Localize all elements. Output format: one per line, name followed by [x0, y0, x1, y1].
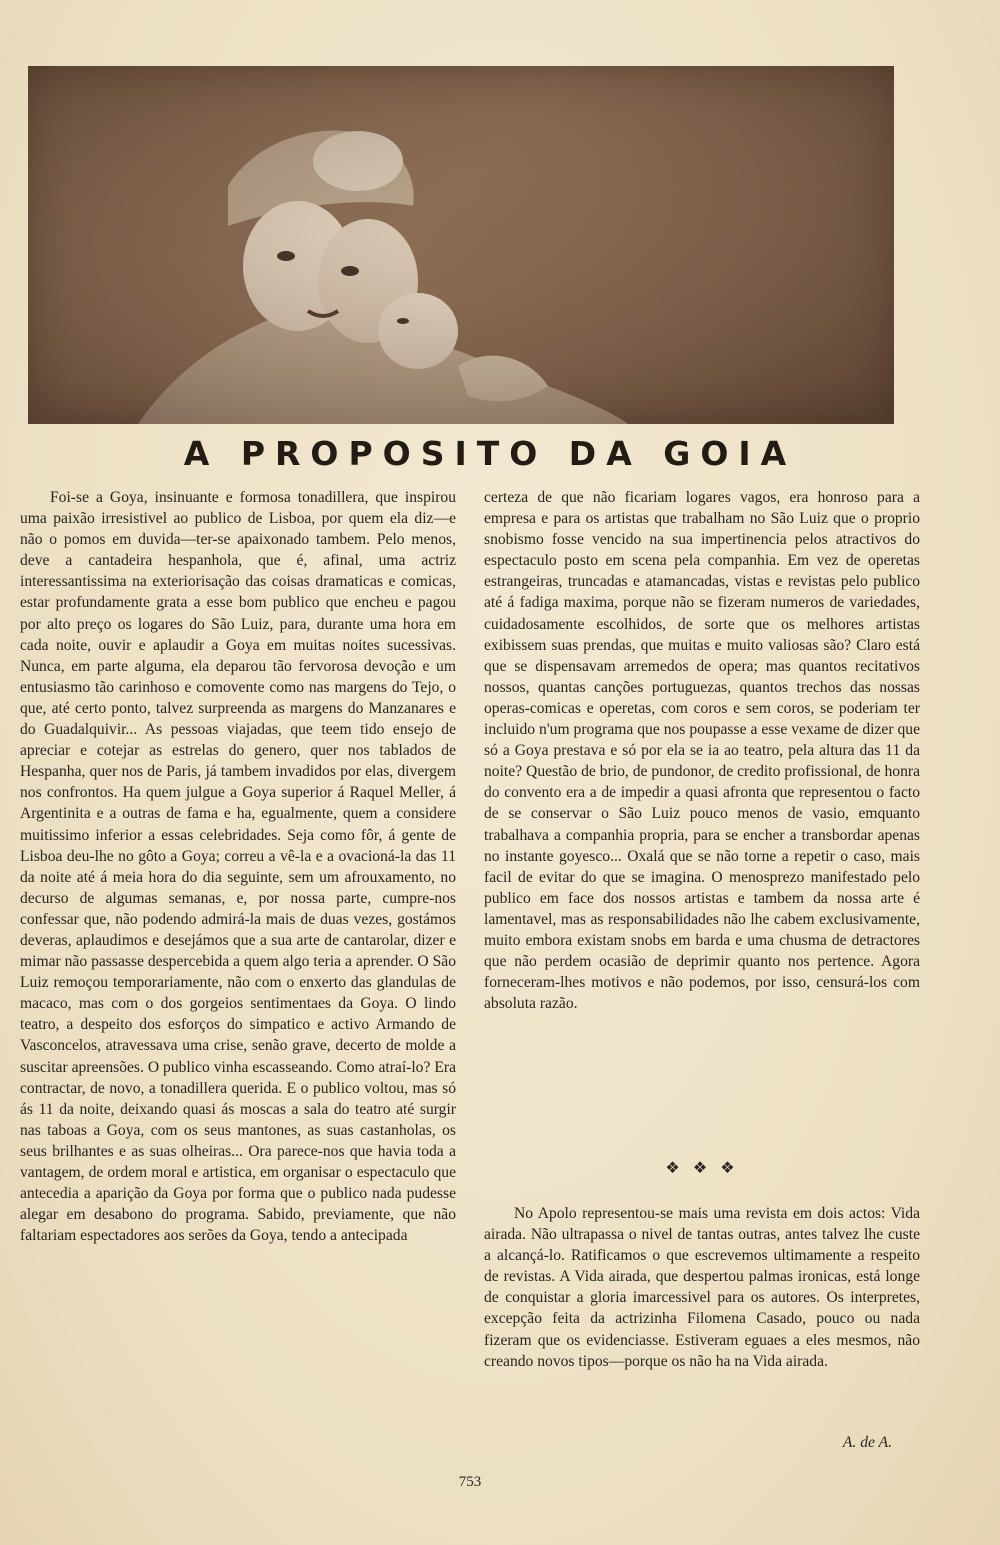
right-column: [484, 487, 920, 1014]
portrait-illustration: [28, 66, 894, 424]
section-separator: ❖ ❖ ❖: [665, 1158, 739, 1177]
left-paragraph: Foi-se a Goya, insinuante e formosa tonadillera, que inspirou uma paixão irresistivel ao publico de Lisboa, por quem ela diz—e não o pomos em duvida—ter-se apaixonado tambem. Pelo menos, deve a cantadeira hespanhola, que é, afinal, uma actriz interessantissima na exteriorisação das coisas dramaticas e comicas, estar profundamente grata a esse bom publico que encheu e pagou por alto preço os logares do São Luiz, para, durante uma hora em cada noite, ouvir e aplaudir a Goya em muitas noites sucessivas. Nunca, em parte alguma, ela deparou tão fervorosa devoção e um entusiasmo tão carinhoso e comovente como nas margens do Tejo, o que, até certo ponto, talvez surpreenda as margens do Manzanares e do Guadalquivir... As pessoas viajadas, que teem tido ensejo de apreciar e cotejar as estrelas do genero, quer nos tablados de Hespanha, quer nos de Paris, já tambem invadidos por elas, divergem nos confrontos. Ha quem julgue a Goya superior á Raquel Meller, á Argentinita e a outras de fama e ha, egualmente, quem a considere muitissimo inferior a essas celebridades. Seja como fôr, á gente de Lisboa deu-lhe no gôto a Goya; correu a vê-la e a ovacioná-la das 11 da noite até á meia hora do dia seguinte, sem um afrouxamento, no decurso de algumas semanas, e, por nossa parte, cumpre-nos confessar que, não podendo admirá-la mais de duas vezes, gostámos deveras, aplaudimos e desejámos que a sua arte de cantarolar, dizer e mimar não passasse despercebida a quem algo teria a aprender. O São Luiz remoçou temporariamente, não com o enxerto das glandulas de macaco, mas com o dos gorgeios sentimentaes da Goya. O lindo teatro, a despeito dos esforços do simpatico e activo Armando de Vasconcelos, atravessava uma crise, senão grave, decerto de molde a suscitar apreensões. O publico vinha escasseando. Como atraí-lo? Era contractar, de novo, a tonadillera querida. E o publico voltou, mas só ás 11 da noite, deixando quasi ás moscas a sala do teatro até surgir nas taboas a Goya, com os seus mantones, as suas castanholas, os seus brilhantes e as suas olheiras... Ora parece-nos que havia toda a vantagem, de ordem moral e artistica, em organisar o espectaculo que antecedia a aparição da Goya por forma que o publico nada pudesse alegar em desabono do programa. Sabido, previamente, que não faltariam espectadores aos serões da Goya, tendo a antecipada: [20, 489, 456, 1245]
author-signature: A. de A.: [842, 1434, 892, 1451]
right-paragraph: certeza de que não ficariam logares vagos, era honroso para a empresa e para os artistas que trabalham no São Luiz que o proprio snobismo fosse vencido na sua impertinencia pelos atractivos do espectaculo posto em scena pela companhia. Em vez de operetas estrangeiras, truncadas e atamancadas, vistas e revistas pelo publico até á fadiga maxima, porque não se fizeram numeros de variedades, cuidadosamente escolhidos, de sorte que os melhores artistas exibissem suas prendas, que muitas e muito valiosas são? Claro está que se dispensavam arremedos de opera; mas quantos recitativos nossos, quantas canções portuguezas, quantos trechos das nossas operas-comicas e operetas, com coros e sem coros, se poderiam ter incluido n'um programa que nos poupasse a esse vexame de dizer que só a Goya prestava e só por ela se ia ao teatro, pela altura das 11 da noite? Questão de brio, de pundonor, de credito profissional, de honra do convento era a de impedir a quasi afronta que representou o facto de se conservar o São Luiz pouco menos de vasio, emquanto trabalhava a companhia propria, para se encher a transbordar apenas no instante goyesco... Oxalá que se não torne a repetir o caso, mais facil de evitar do que se imagina. O menosprezo manifestado pelo publico em face dos nossos artistas e tambem da nossa arte é lamentavel, mas as responsabilidades não lhe cabem exclusivamente, muito embora existam snobs em barda e uma chusma de detractores que não perdem ocasião de deprimir quanto nos pertence. Agora forneceram-lhes motivos e não podemos, por isso, censurá-los com absoluta razão.: [484, 489, 920, 1013]
apolo-section: [484, 1203, 920, 1372]
article-headline: A PROPOSITO DA GOIA: [183, 434, 797, 473]
left-column: [20, 487, 456, 1246]
portrait-photo: [28, 66, 894, 424]
page-number: 753: [458, 1474, 482, 1490]
apolo-paragraph: No Apolo representou-se mais uma revista em dois actos: Vida airada. Não ultrapassa o nivel de tantas outras, antes talvez lhe custe a alcançá-lo. Ratificamos o que escrevemos ultimamente a respeito de revistas. A Vida airada, que despertou palmas ironicas, está longe de conquistar a gloria imarcessivel para os autores. Os interpretes, excepção feita da actrizinha Filomena Casado, pouco ou nada fizeram que os evidenciasse. Estiveram eguaes a eles mesmos, não creando novos tipos—porque os não ha na Vida airada.: [484, 1205, 920, 1370]
